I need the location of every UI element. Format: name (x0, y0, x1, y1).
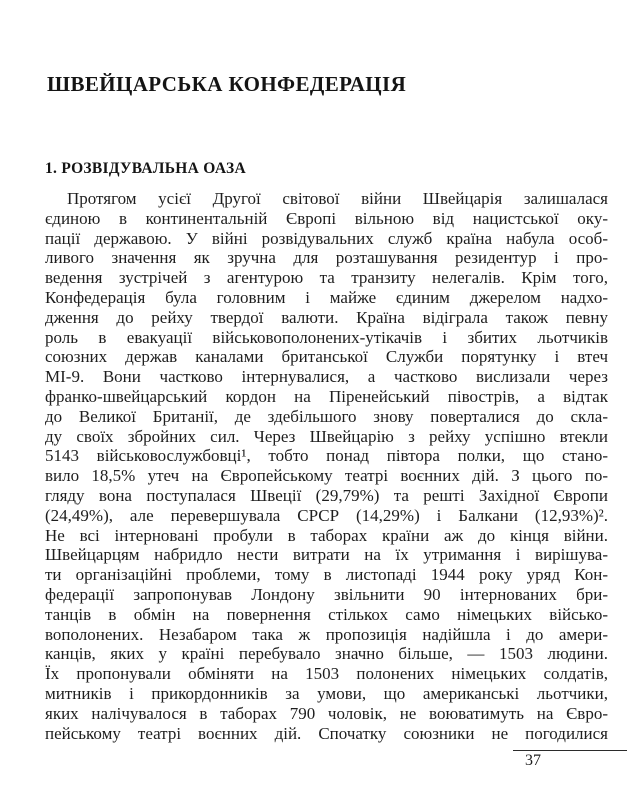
text-line: ведення зустрічей з агентурою та транзиту нелегалів. Крім того, (45, 268, 608, 288)
text-line: пації державою. У війні розвідувальних служб країна набула особ- (45, 228, 608, 248)
text-line: ливого значення як зручна для розташування резидентур і про- (45, 248, 608, 268)
text-line: ти організаційні проблеми, тому в листопаді 1944 року уряд Кон- (45, 565, 608, 585)
text-line: Швейцарцям набридло нести витрати на їх утримання і вирішува- (45, 545, 608, 565)
text-line: 5143 військовослужбовці¹, тобто понад півтора полки, що стано- (45, 446, 608, 466)
page-number: 37 (525, 752, 541, 769)
text-line: федерації запропонував Лондону звільнити 90 інтернованих бри- (45, 584, 608, 604)
text-line: франко-швейцарський кордон на Піренейський півострів, а відтак (45, 386, 608, 406)
text-line: митників і прикордонників за умови, що американські льотчики, (45, 683, 608, 703)
text-line: танців в обмін на повернення стількох само німецьких військо- (45, 604, 608, 624)
text-line: (24,49%), але перевершувала СРСР (14,29%) і Балкани (12,93%)². (45, 505, 608, 525)
text-line: єдиною в континентальній Європі вільною від нацистської оку- (45, 208, 608, 228)
text-line: Конфедерація була головним і майже єдиним джерелом надхо- (45, 287, 608, 307)
body-paragraph (45, 189, 608, 743)
text-line: яких налічувалося в таборах 790 чоловік, не воюватимуть на Євро- (45, 703, 608, 723)
text-line: МІ-9. Вони частково інтернувалися, а частково вислизали через (45, 367, 608, 387)
text-line: вополонених. Незабаром така ж пропозиція надійшла і до амери- (45, 624, 608, 644)
text-line: Не всі інтерновані пробули в таборах країни аж до кінця війни. (45, 525, 608, 545)
text-line: Протягом усієї Другої світової війни Швейцарія залишалася (67, 189, 608, 208)
footer-rule (513, 750, 627, 770)
text-line: канців, яких у країні перебувало значно більше, — 1503 людини. (45, 644, 608, 664)
section-heading: 1. РОЗВІДУВАЛЬНА ОАЗА (45, 159, 246, 177)
text-line: до Великої Британії, де здебільшого знову поверталися до скла- (45, 406, 608, 426)
text-line: гляду вона поступалася Швеції (29,79%) та решті Західної Європи (45, 485, 608, 505)
text-line: ду своїх збройних сил. Через Швейцарію з рейху успішно втекли (45, 426, 608, 446)
text-line: вило 18,5% утеч на Європейському театрі воєнних дій. З цього по- (45, 466, 608, 486)
page-title: ШВЕЙЦАРСЬКА КОНФЕДЕРАЦІЯ (47, 72, 407, 97)
text-line: дження до рейху твердої валюти. Країна відіграла також певну (45, 307, 608, 327)
text-line: союзних держав каналами британської Служби порятунку і втеч (45, 347, 608, 367)
text-line: роль в евакуації військовополонених-утікачів і збитих льотчиків (45, 327, 608, 347)
text-line: Їх пропонували обміняти на 1503 полонених німецьких солдатів, (45, 664, 608, 684)
text-line: пейському театрі воєнних дій. Спочатку союзники не погодилися (45, 723, 608, 743)
